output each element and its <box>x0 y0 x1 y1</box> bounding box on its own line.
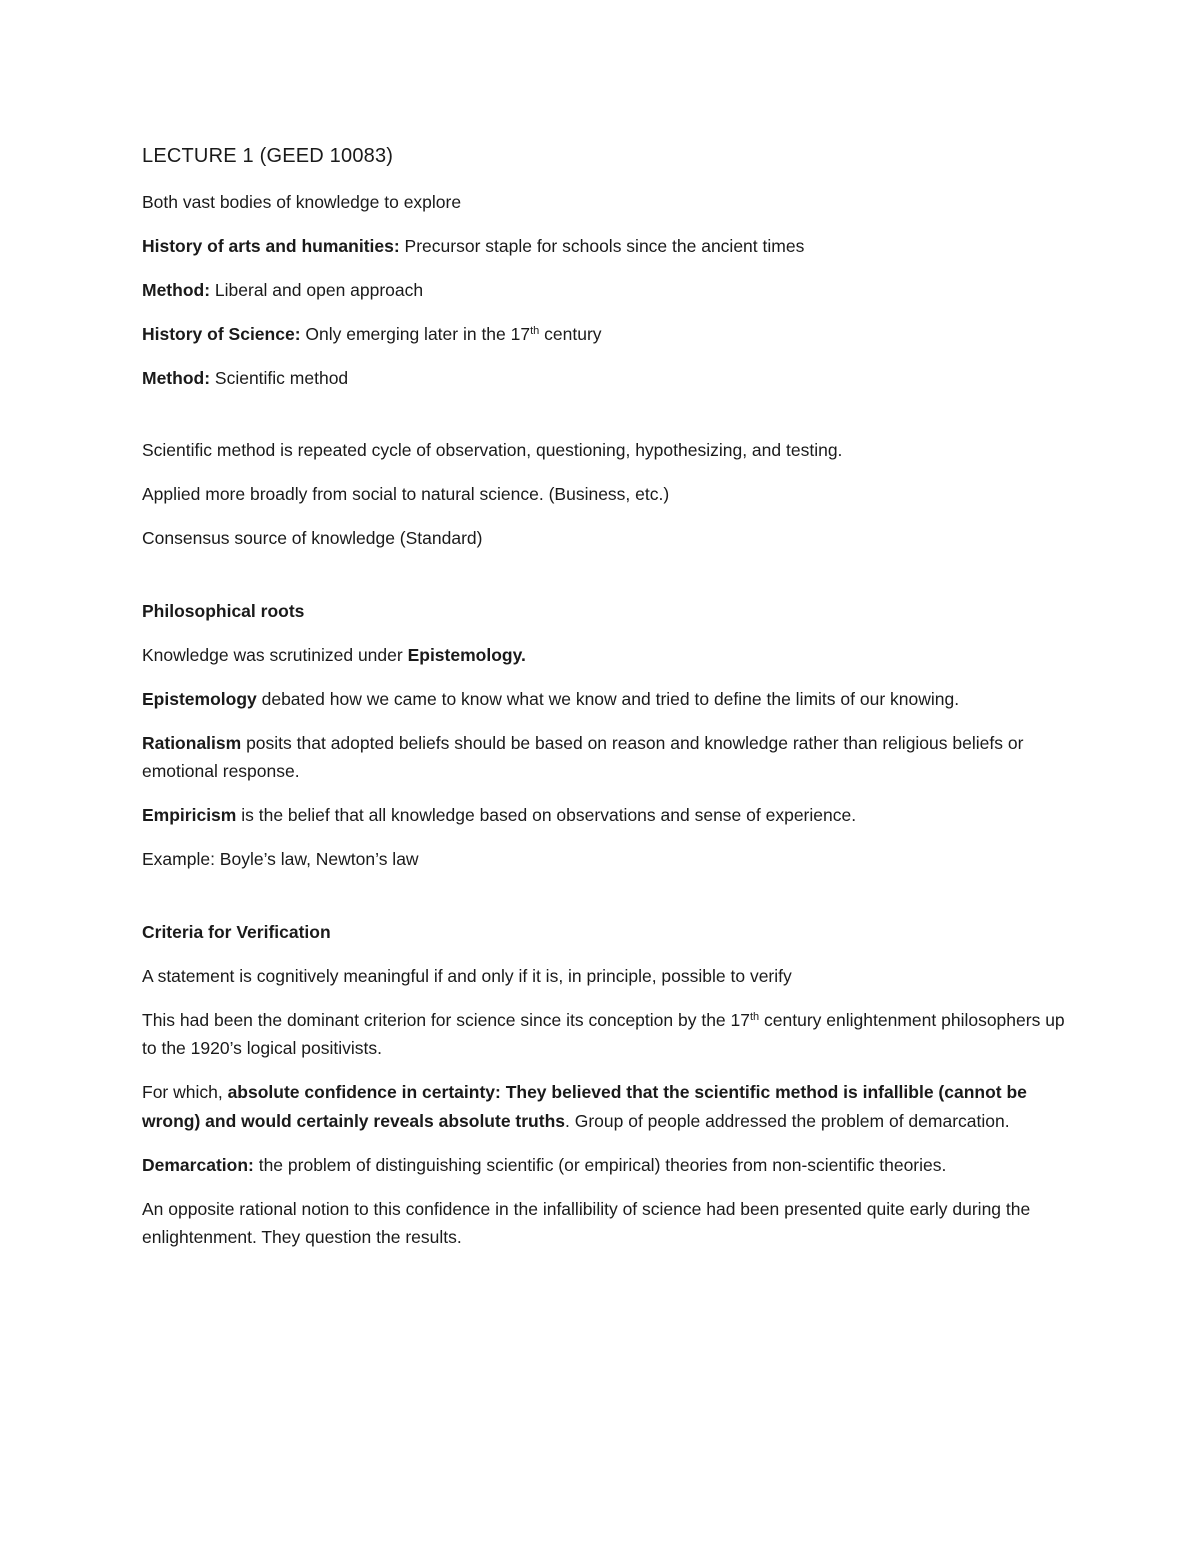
confidence-text-a: For which, <box>142 1082 228 1102</box>
confidence-bold: absolute confidence in certainty: They believed that the scientific method is infallible (cannot be wrong) and would certainly reveals absolute truths <box>142 1082 1027 1131</box>
epistemology-paragraph <box>142 685 1067 714</box>
criterion-text-b: century enlightenment philosophers up to the 1920’s logical positivists. <box>142 1009 1065 1058</box>
epistemology-text: debated how we came to know what we know and tried to define the limits of our knowing. <box>256 688 960 709</box>
demarcation-paragraph <box>142 1151 1067 1180</box>
document-body <box>142 140 1067 1252</box>
method-line-1 <box>142 276 1067 305</box>
arts-text: Precursor staple for schools since the ancient times <box>399 235 805 256</box>
knowledge-text: Knowledge was scrutinized under <box>142 644 408 665</box>
rationalism-bold: Rationalism <box>142 732 242 753</box>
example-line: Example: Boyle’s law, Newton’s law <box>142 849 419 869</box>
lecture-title: LECTURE 1 (GEED 10083) <box>142 145 394 167</box>
demarcation-text: the problem of distinguishing scientific (or empirical) theories from non-scientific theories. <box>253 1154 947 1175</box>
criterion-sup: th <box>750 1010 760 1023</box>
applied-line: Applied more broadly from social to natural science. (Business, etc.) <box>142 484 670 504</box>
epistemology-bold: Epistemology <box>142 688 257 709</box>
science-sup: th <box>530 324 540 337</box>
method-text-2: Scientific method <box>210 367 349 388</box>
opposite-notion-paragraph: An opposite rational notion to this confidence in the infallibility of science had been presented quite early during the enlightenment. They question the results. <box>142 1198 1031 1247</box>
knowledge-line <box>142 641 1067 670</box>
philosophical-heading-text: Philosophical roots <box>142 600 305 621</box>
demarcation-bold: Demarcation: <box>142 1154 254 1175</box>
rationalism-paragraph <box>142 729 1067 786</box>
empiricism-text: is the belief that all knowledge based on observations and sense of experience. <box>236 805 857 825</box>
criterion-text-a: This had been the dominant criterion for science since its conception by the 17 <box>142 1009 750 1030</box>
science-text-a: Only emerging later in the 17 <box>300 323 531 344</box>
criteria-heading <box>142 918 1067 947</box>
knowledge-bold: Epistemology. <box>407 644 526 665</box>
science-line <box>142 320 1067 349</box>
criterion-paragraph <box>142 1006 1067 1063</box>
confidence-paragraph <box>142 1078 1067 1135</box>
criteria-heading-text: Criteria for Verification <box>142 921 331 942</box>
method-text-1: Liberal and open approach <box>210 279 424 300</box>
consensus-line: Consensus source of knowledge (Standard) <box>142 528 483 548</box>
method-label-1: Method: <box>142 279 211 300</box>
philosophical-heading <box>142 597 1067 626</box>
arts-label: History of arts and humanities: <box>142 235 400 256</box>
empiricism-paragraph <box>142 801 1067 830</box>
confidence-text-b: . Group of people addressed the problem of demarcation. <box>565 1110 1010 1131</box>
arts-line <box>142 232 1067 261</box>
method-label-2: Method: <box>142 367 211 388</box>
empiricism-bold: Empiricism <box>142 805 237 825</box>
science-label: History of Science: <box>142 323 301 344</box>
science-text-b: century <box>539 323 602 344</box>
rationalism-text: posits that adopted beliefs should be based on reason and knowledge rather than religious beliefs or emotional response. <box>142 732 1024 781</box>
statement-line: A statement is cognitively meaningful if and only if it is, in principle, possible to verify <box>142 965 792 986</box>
method-line-2 <box>142 364 1067 393</box>
scientific-method-line: Scientific method is repeated cycle of observation, questioning, hypothesizing, and testing. <box>142 440 843 460</box>
intro-line: Both vast bodies of knowledge to explore <box>142 191 462 212</box>
